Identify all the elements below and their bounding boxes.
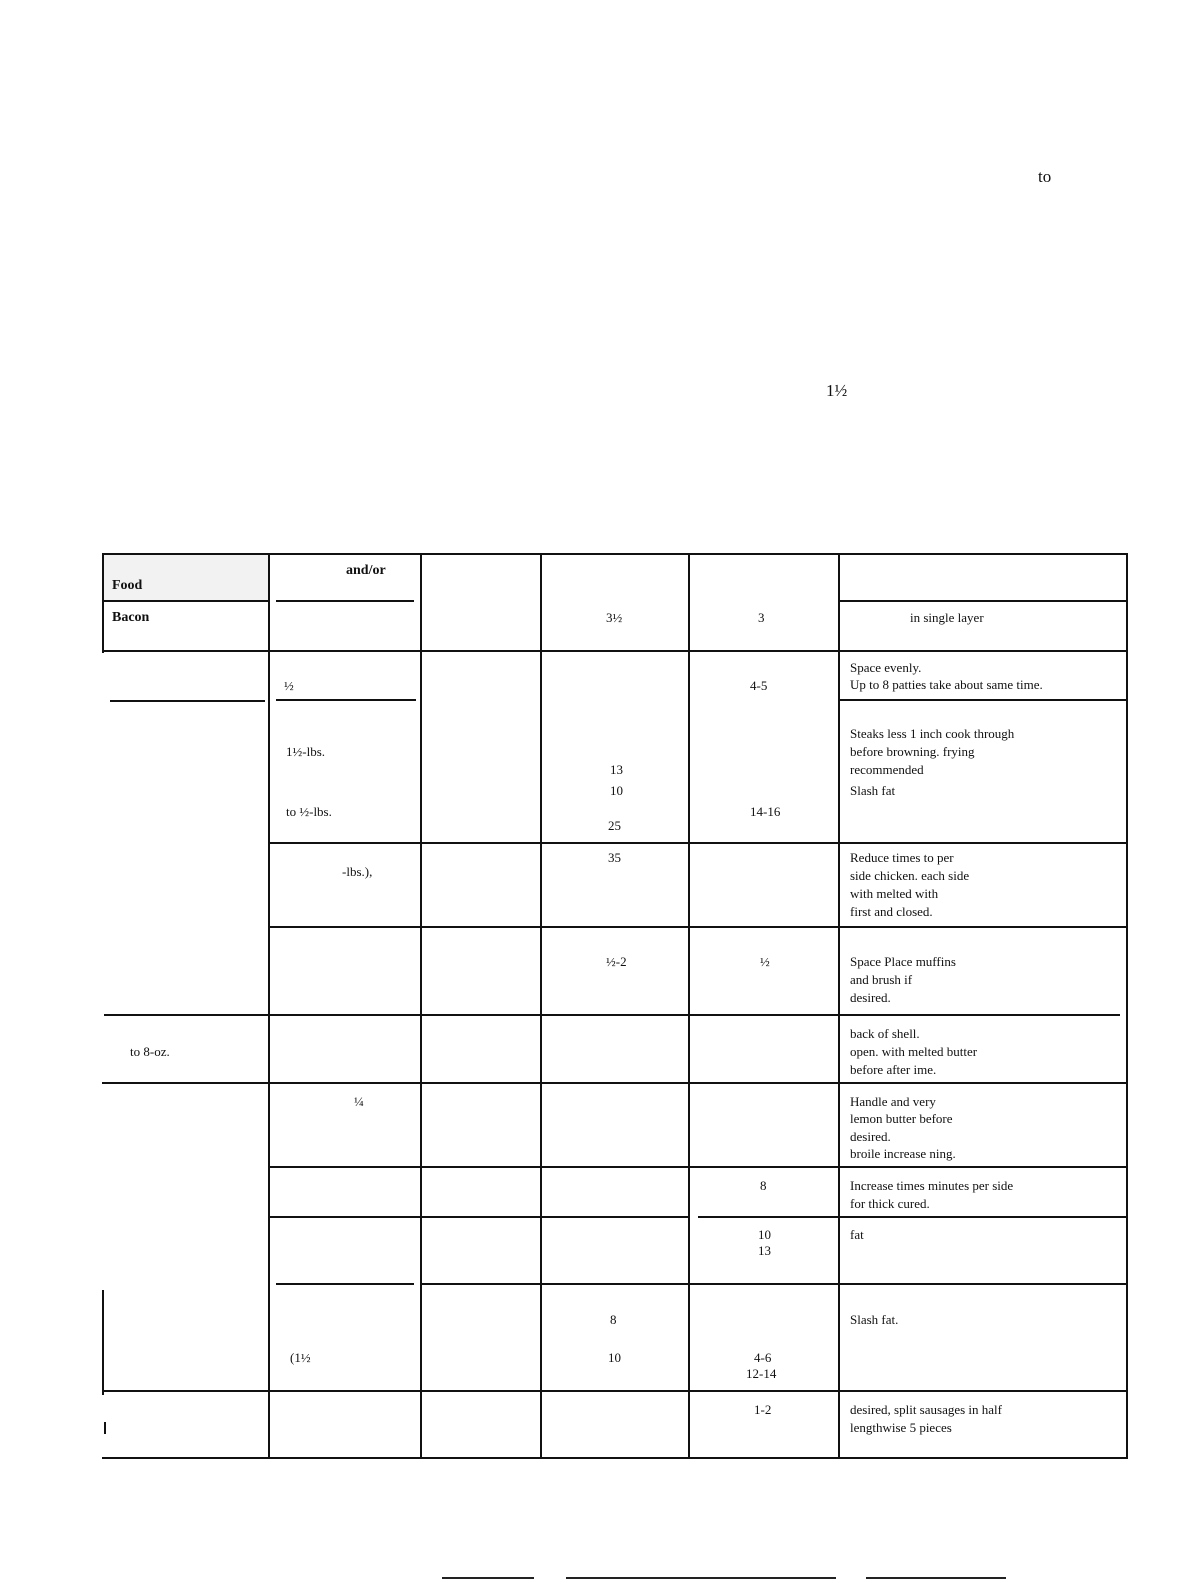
- table-border-left-lower: [102, 1290, 104, 1395]
- row-5-c3: ½-2: [606, 954, 627, 969]
- row-3-c1a: 1½-lbs.: [286, 744, 325, 759]
- row-5-c4: ½: [760, 954, 770, 969]
- row-7-note-4: broile increase ning.: [850, 1146, 956, 1161]
- table-border-top: [102, 553, 1128, 555]
- row-rule-3: [268, 842, 1128, 844]
- row-10-c4-2: 12-14: [746, 1366, 777, 1381]
- row-2-c1: ½: [284, 678, 294, 693]
- footer-rule-3: [866, 1577, 1006, 1579]
- row-9-c4-2: 13: [758, 1243, 771, 1258]
- table-border-left: [102, 553, 104, 653]
- header-food: Food: [112, 578, 143, 593]
- row-11-left-mark: [104, 1422, 106, 1434]
- row-3-c3-2: 10: [610, 783, 623, 798]
- row-rule-9a: [276, 1283, 414, 1285]
- col-divider-3: [540, 553, 542, 1459]
- row-3-note-3: recommended: [850, 762, 924, 777]
- row-bacon-c3: 3½: [606, 610, 623, 625]
- row-rule-1: [102, 650, 1128, 652]
- row-rule-2b: [276, 699, 416, 701]
- row-3-c3-1: 13: [610, 762, 623, 777]
- row-4-note-3: with melted with: [850, 886, 939, 901]
- header-and-or: and/or: [346, 563, 386, 578]
- row-10-note-1: Slash fat.: [850, 1312, 899, 1327]
- row-4-note-2: side chicken. each side: [850, 868, 970, 883]
- row-rule-4: [268, 926, 1128, 928]
- row-rule-8a: [268, 1216, 688, 1218]
- row-rule-10: [102, 1390, 1128, 1392]
- row-8-note-2: for thick cured.: [850, 1196, 930, 1211]
- col-divider-4: [688, 553, 690, 1459]
- header-bottom-rule-2: [276, 600, 414, 602]
- row-rule-9b: [420, 1283, 1128, 1285]
- row-11-c4: 1-2: [754, 1402, 772, 1417]
- row-7-note-2: lemon butter before: [850, 1111, 953, 1126]
- row-10-c3-2: 10: [608, 1350, 621, 1365]
- text-fragment-to: to: [1038, 167, 1052, 186]
- row-7-c1: ¼: [354, 1094, 364, 1109]
- row-6-note-2: open. with melted butter: [850, 1044, 978, 1059]
- row-7-note-3: desired.: [850, 1129, 891, 1144]
- row-2-note-2: Up to 8 patties take about same time.: [850, 677, 1043, 692]
- row-4-c1: -lbs.),: [342, 864, 373, 879]
- row-5-note-2: and brush if: [850, 972, 913, 987]
- row-3-note-2: before browning. frying: [850, 744, 975, 759]
- row-3-c3-3: 25: [608, 818, 621, 833]
- row-3-note-1: Steaks less 1 inch cook through: [850, 726, 1015, 741]
- row-9-note-1: fat: [850, 1227, 864, 1242]
- text-fragment-one-and-half: 1½: [826, 381, 848, 400]
- row-3-c4: 14-16: [750, 804, 781, 819]
- row-9-c4-1: 10: [758, 1227, 771, 1242]
- row-4-note-4: first and closed.: [850, 904, 933, 919]
- row-8-note-1: Increase times minutes per side: [850, 1178, 1014, 1193]
- row-rule-6: [102, 1082, 1128, 1084]
- row-bacon-note: in single layer: [910, 610, 984, 625]
- col-divider-2: [420, 553, 422, 1459]
- footer-rule-1: [442, 1577, 534, 1579]
- row-3-c1b: to ½-lbs.: [286, 804, 332, 819]
- row-4-c3: 35: [608, 850, 621, 865]
- row-rule-2a: [110, 700, 265, 702]
- row-5-note-3: desired.: [850, 990, 891, 1005]
- row-5-note-1: Space Place muffins: [850, 954, 956, 969]
- row-11-note-2: lengthwise 5 pieces: [850, 1420, 952, 1435]
- col-divider-1: [268, 553, 270, 1459]
- row-2-note-1: Space evenly.: [850, 660, 922, 675]
- row-10-c3-1: 8: [610, 1312, 617, 1327]
- row-4-note-1: Reduce times to per: [850, 850, 954, 865]
- row-10-c4-1: 4-6: [754, 1350, 772, 1365]
- row-2-c4: 4-5: [750, 678, 768, 693]
- row-bacon-c4: 3: [758, 610, 765, 625]
- row-10-c1: (1½: [290, 1350, 311, 1365]
- row-8-c4: 8: [760, 1178, 767, 1193]
- table-border-right: [1126, 553, 1128, 1459]
- row-rule-8b: [698, 1216, 1128, 1218]
- row-bacon-food: Bacon: [112, 610, 150, 625]
- row-6-note-1: back of shell.: [850, 1026, 920, 1041]
- row-rule-5: [104, 1014, 1120, 1016]
- row-rule-2c: [838, 699, 1128, 701]
- row-7-note-1: Handle and very: [850, 1094, 936, 1109]
- col-divider-5: [838, 553, 840, 1459]
- footer-rule-2: [566, 1577, 836, 1579]
- row-11-note-1: desired, split sausages in half: [850, 1402, 1002, 1417]
- row-6-food: to 8-oz.: [130, 1044, 170, 1059]
- row-6-note-3: before after ime.: [850, 1062, 937, 1077]
- header-bottom-rule: [102, 600, 268, 602]
- table-border-bottom: [102, 1457, 1128, 1459]
- row-rule-7: [268, 1166, 1128, 1168]
- header-bottom-rule-3: [838, 600, 1128, 602]
- row-3-note-4: Slash fat: [850, 783, 896, 798]
